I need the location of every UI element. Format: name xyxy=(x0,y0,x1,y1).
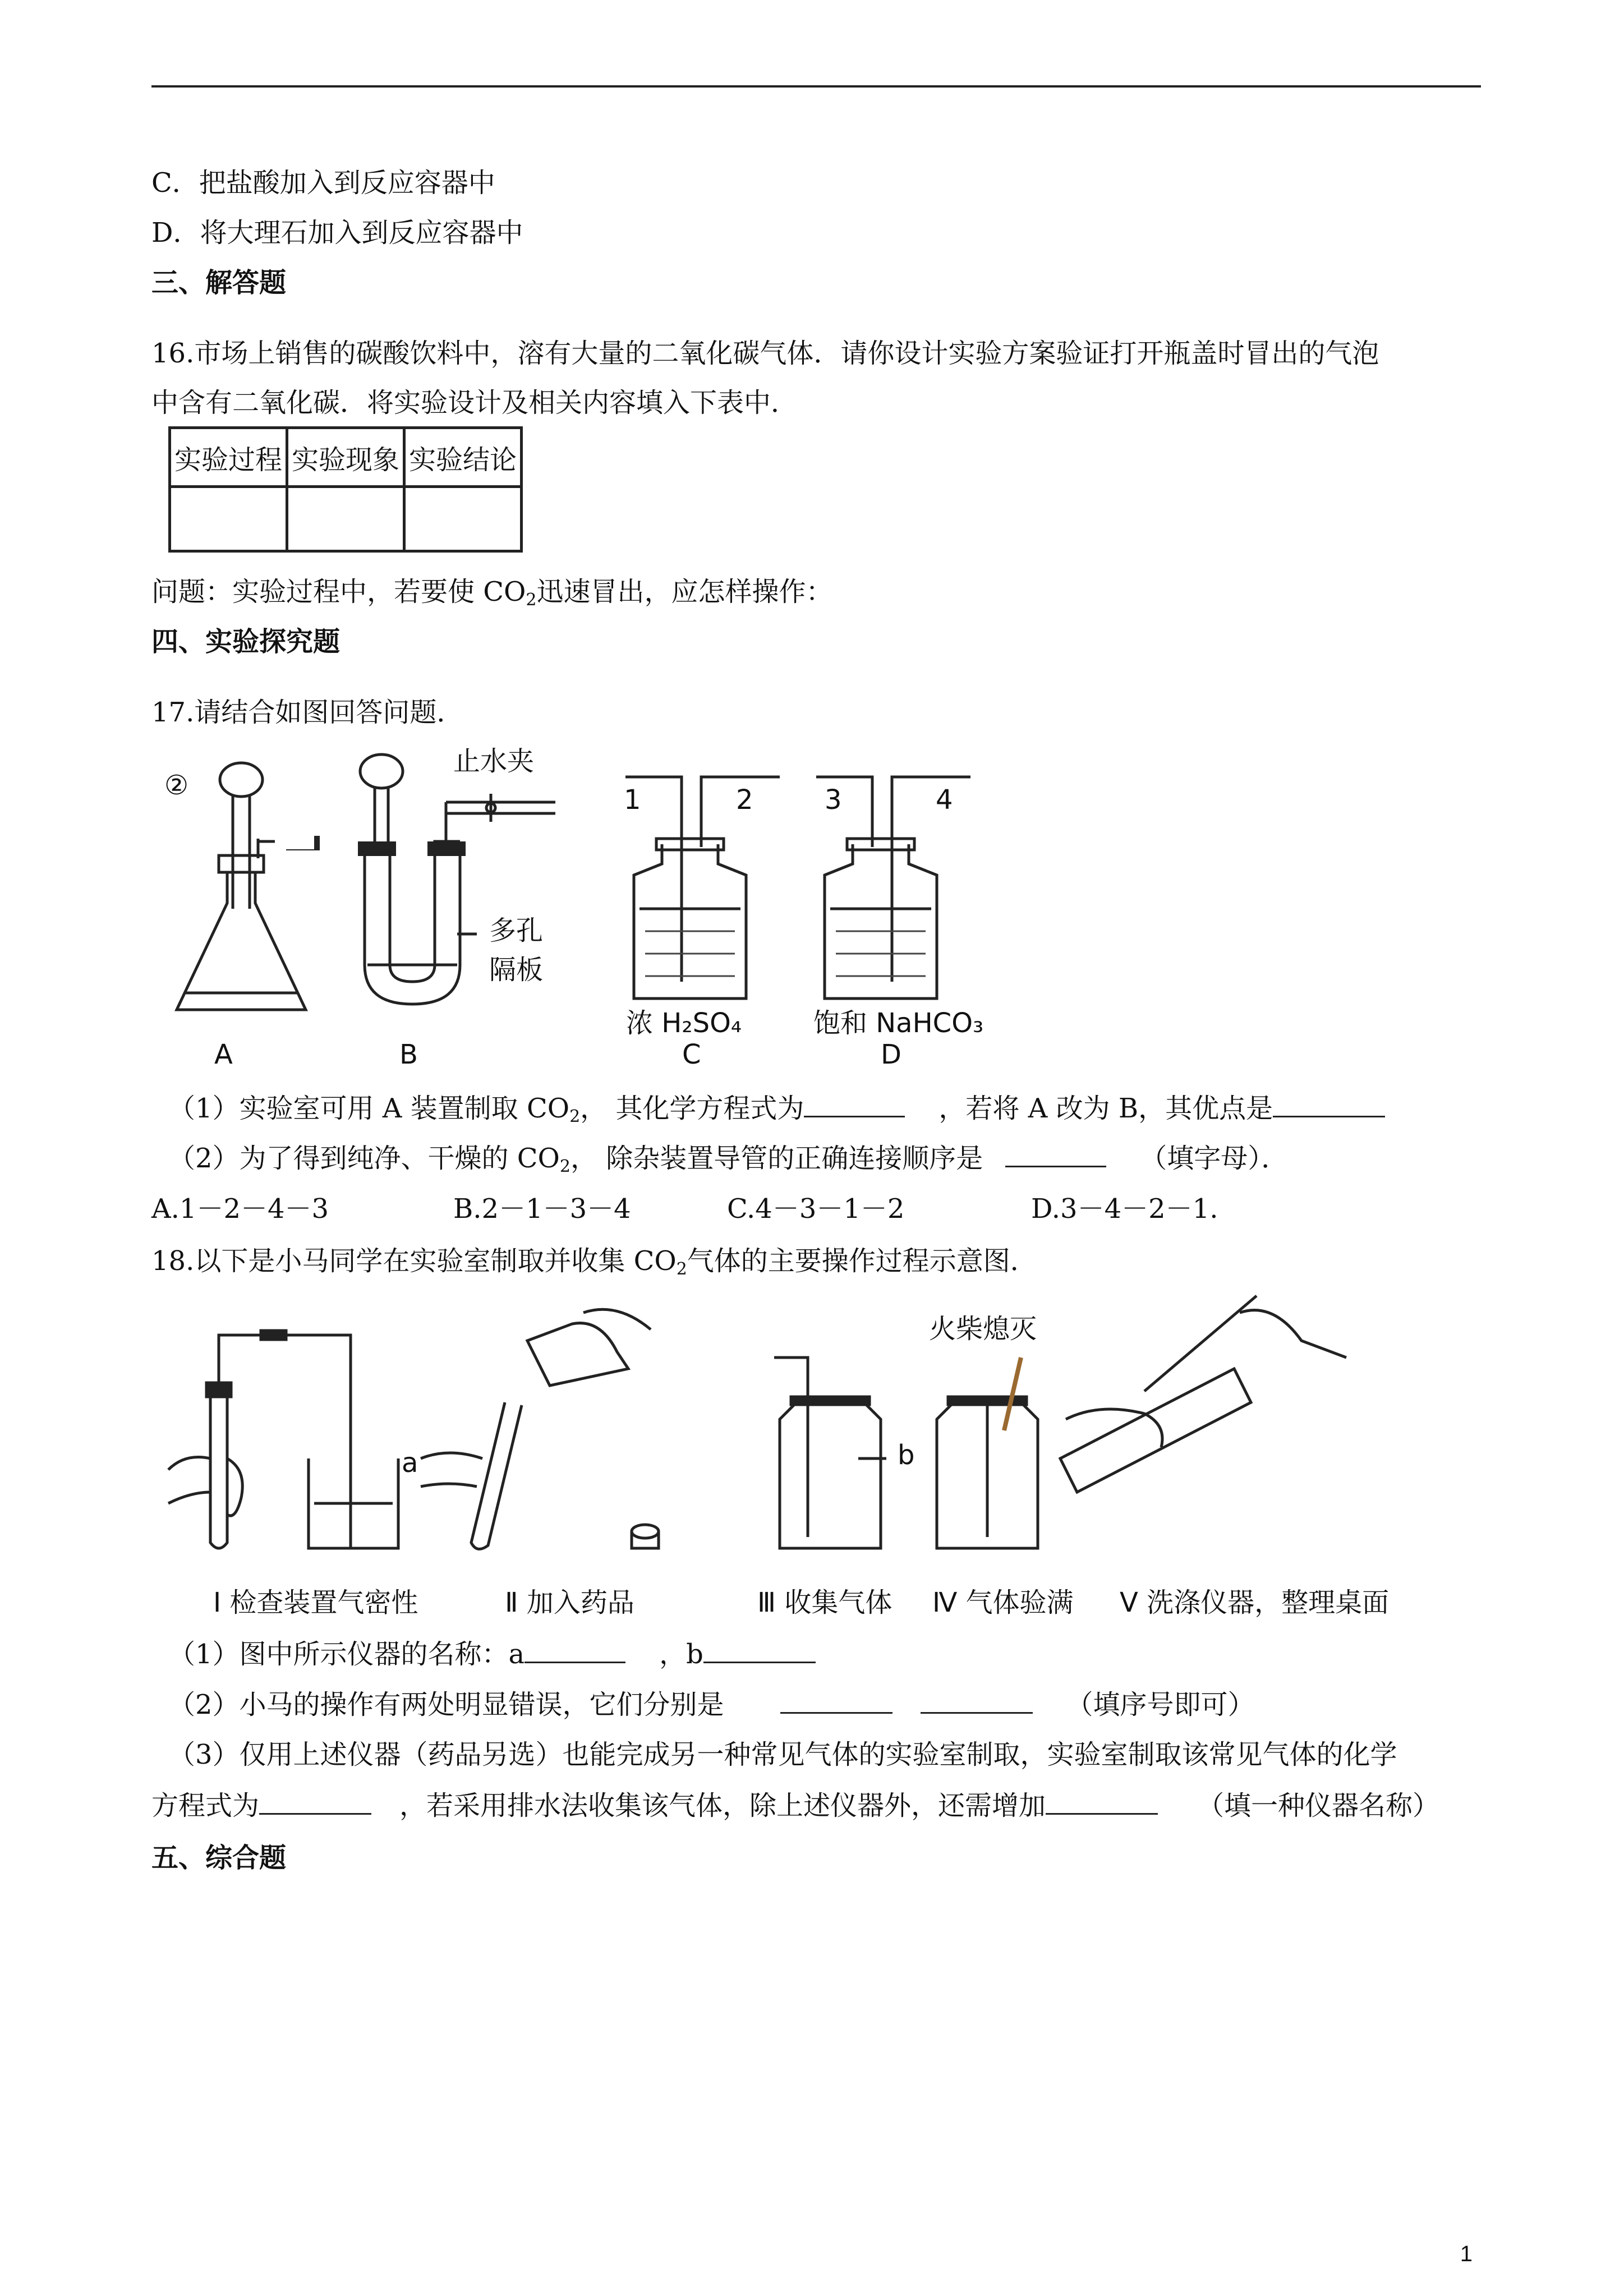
section-4-title: 四、实验探究题 xyxy=(151,626,341,657)
table-header-process: 实验过程 xyxy=(170,428,287,487)
fig18-step-2: Ⅱ 加入药品 xyxy=(505,1587,634,1618)
q17-stem: 17.请结合如图回答问题． xyxy=(151,697,464,728)
q18-stem: 18.以下是小马同学在实验室制取并收集 $CO_2$气体的主要操作过程示意图． xyxy=(151,1245,1037,1279)
section-3-title: 三、解答题 xyxy=(151,267,287,298)
q18-part-3-line-2: 方程式为 ，若采用排水法收集该气体，除上述仪器外，还需增加 （填一种仪器名称） xyxy=(151,1788,1439,1823)
fig17-porous-label-2: 隔板 xyxy=(489,954,544,986)
table-header-conclusion: 实验结论 xyxy=(404,428,522,487)
fig17-port-4: 4 xyxy=(936,784,953,816)
q18-part-2: （2）小马的操作有两处明显错误，它们分别是 （填序号即可） xyxy=(168,1687,1255,1722)
header-rule xyxy=(151,85,1481,88)
fig18-label-a: a xyxy=(402,1447,418,1479)
fig17-port-2: 2 xyxy=(736,784,753,816)
fig18-label-b: b xyxy=(898,1439,915,1471)
fig17-c-reagent: 浓 H₂SO₄ xyxy=(626,1007,742,1039)
q18-part-3-line-1: （3）仅用上述仪器（药品另选）也能完成另一种常见气体的实验室制取，实验室制取该常见气体的化学 xyxy=(168,1739,1397,1770)
fig17-d-reagent: 饱和 NaHCO₃ xyxy=(813,1007,984,1039)
table-header-phenomenon: 实验现象 xyxy=(287,428,404,487)
fig17-label-b: B xyxy=(399,1039,418,1070)
fig18-step-4: Ⅳ 气体验满 xyxy=(932,1587,1074,1618)
fig17-clamp-label: 止水夹 xyxy=(453,746,535,777)
fig17-label-d: D xyxy=(881,1039,901,1070)
q17-option-a: A.1－2－4－3 xyxy=(151,1193,329,1225)
q17-option-d: D.3－4－2－1. xyxy=(1031,1193,1218,1225)
q17-option-c: C.4－3－1－2 xyxy=(727,1193,905,1225)
fig18-step-5: Ⅴ 洗涤仪器，整理桌面 xyxy=(1120,1587,1390,1618)
table-cell-empty xyxy=(404,487,522,551)
q17-part-2: （2）为了得到纯净、干燥的 $CO_2$， 除杂装置导管的正确连接顺序是 （填字母）． xyxy=(168,1141,1288,1184)
q18-procedure-figure xyxy=(157,1290,1447,1582)
fig18-step-3: Ⅲ 收集气体 xyxy=(757,1587,892,1618)
experiment-table xyxy=(168,426,523,553)
q16-question: 问题：实验过程中，若要使 $CO_2$迅速冒出，应怎样操作： xyxy=(151,576,833,610)
fig17-porous-label-1: 多孔 xyxy=(489,915,544,946)
q18-part-1: （1）图中所示仪器的名称：a ，b xyxy=(168,1637,816,1671)
table-cell-empty xyxy=(170,487,287,551)
fig17-circle-label: ② xyxy=(164,770,189,801)
q15-option-d: D．将大理石加入到反应容器中 xyxy=(151,217,523,249)
fig18-match-out: 火柴熄灭 xyxy=(929,1313,1037,1345)
page-number: 1 xyxy=(1460,2242,1473,2266)
fig17-port-1: 1 xyxy=(624,784,641,816)
fig17-label-c: C xyxy=(682,1039,701,1070)
q16-line-2: 中含有二氧化碳．将实验设计及相关内容填入下表中． xyxy=(151,387,798,418)
fig17-port-3: 3 xyxy=(825,784,842,816)
q17-option-b: B.2－1－3－4 xyxy=(453,1193,631,1225)
table-cell-empty xyxy=(287,487,404,551)
q15-option-c: C．把盐酸加入到反应容器中 xyxy=(151,167,495,199)
fig18-step-1: Ⅰ 检查装置气密性 xyxy=(213,1587,418,1618)
section-5-title: 五、综合题 xyxy=(151,1842,287,1874)
fig17-label-a: A xyxy=(214,1039,233,1070)
q17-part-1: （1）实验室可用 A 装置制取 $CO_2$， 其化学方程式为 ，若将 A 改为 B，其优点是 xyxy=(168,1091,1385,1134)
q16-line-1: 16.市场上销售的碳酸饮料中，溶有大量的二氧化碳气体．请你设计实验方案验证打开瓶盖时冒出的气泡 xyxy=(151,338,1379,369)
